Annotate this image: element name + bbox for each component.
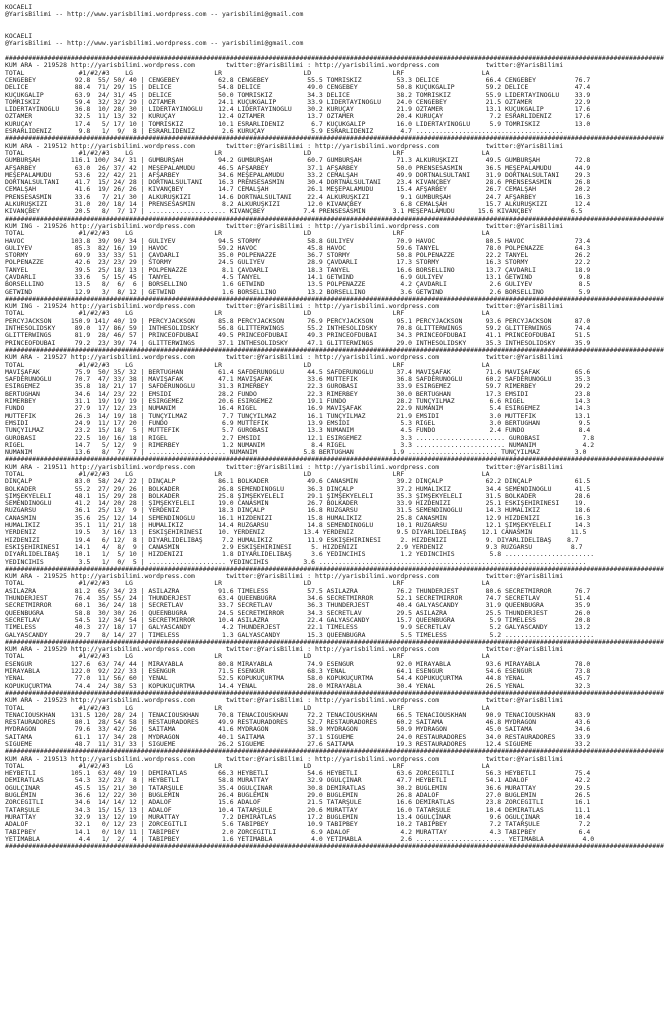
table-row: CANASMİN 35.6 25/ 12/ 14 | SEMENDİNOĞLU 16.1 HIZDENİZİ 15.8 HÜMALİKIZ 25.8 CANASMİN 12.9 HIZDENİZİ 16.3 <box>5 514 591 522</box>
table-row: YEDİNCİHİS 3.5 1/ 0/ 5 | .................... YEDİNCİHİS 3.6 ..................................................................... <box>5 558 587 566</box>
table-row: PERCYJACKSON 150.9 141/ 40/ 19 | PERCYJACKSON 85.8 PERCYJACKSON 76.9 PERCYJACKSON 95.1 PERCYJACKSON 93.6 PERCYJACKSON 87.0 <box>5 317 591 325</box>
table-row: KÜÇÜKGALİP 63.9 24/ 31/ 45 | DELİCE 50.0 TOMRİSKIZ 34.3 DELİCE 38.2 TOMRİSKIZ 55.9 LİDERTAYİNOĞLU 33.9 <box>5 91 591 99</box>
table-row: KURUÇAY 17.4 5/ 17/ 10 | TOMRİSKIZ 10.1 ESRARLİDENİZ 6.7 KÜÇÜKGALİP 16.0 LİDERTAYİNOĞLU 5.9 TOMRİSKIZ 13.0 <box>5 120 591 128</box>
column-header: TOTAL #1/#2/#3 LG LR LD LRF LA <box>5 762 490 770</box>
table-row: AFŞARBEY 63.0 26/ 37/ 42 | MEŞEPALAMUDU 46.5 AFŞARBEY 37.1 AFŞARBEY 50.0 PRENSESASMİN 36.5 MEŞEPALAMUDU 44.9 <box>5 164 591 172</box>
table-row: INTHESOLIDSKY 89.0 17/ 86/ 59 | INTHESOLIDSKY 56.8 GLITTERWINGS 55.2 INTHESOLIDSKY 70.8 GLITTERWINGS 59.2 GLITTERWINGS 74.4 <box>5 325 591 333</box>
table-row: DELİCE 88.4 71/ 29/ 15 | DELİCE 54.8 DELİCE 49.0 CENGEBEY 50.8 KÜÇÜKGALİP 59.2 DELİCE 47.4 <box>5 84 591 92</box>
table-row: TENACIOUSKHAN 131.5 120/ 28/ 24 | TENACIOUSKHAN 70.8 TENACIOUSKHAN 72.2 TENACIOUSKHAN 66.5 TENACIOUSKHAN 90.9 TENACIOUSKHAN 83.9 <box>5 711 591 719</box>
separator-line: ########################################################################################################################################################################## <box>5 843 664 851</box>
separator-line: ########################################################################################################################################################################## <box>5 689 664 697</box>
race-section <box>5 639 672 690</box>
race-section <box>5 566 672 639</box>
separator-line: ########################################################################################################################################################################## <box>5 55 664 63</box>
spacer <box>5 48 672 55</box>
table-row: TUNÇYILMAZ 23.2 15/ 18/ 5 | MÜTTEFİK 5.7 GÜROBASI 13.3 NUMANIM 4.5 FUNDO 2.4 FUNDO 8.4 <box>5 427 591 435</box>
table-row: ZORCEĞİTLİ 34.6 14/ 14/ 12 | ADALOF 15.6 ADALOF 21.5 TATARŞULE 16.6 DEMİRATLAS 23.8 ZORCEĞİTLİ 16.1 <box>5 799 591 807</box>
race-title: KUM ARA - 219527 http://yarisbilimi.wordpress.com twitter:@YarisBilimi : http://yarisbilimi.wordpress.com twitter:@YarisBilimi <box>5 354 564 362</box>
table-row: ÇAVDARLI 33.6 5/ 15/ 45 | TANYEL 4.5 TANYEL 14.1 GETWIND 6.9 GULIYEV 13.1 GETWIND 9.8 <box>5 273 591 281</box>
table-row: QUEENBUĞRA 58.8 30/ 30/ 26 | QUEENBUĞRA 24.5 SECRETMIRROR 34.3 SECRETLAV 29.5 ASİLAZRA 25.5 THUNDERJEST 26.0 <box>5 609 591 617</box>
table-row: GÜMBÜRŞAH 116.1 100/ 34/ 31 | GÜMBÜRŞAH 94.2 GÜMBÜRŞAH 60.7 GÜMBÜRŞAH 71.3 ALKURUŞKIZI 49.5 GÜMBÜRŞAH 72.8 <box>5 157 591 165</box>
race-section <box>5 347 672 456</box>
table-row: PRENSESASMİN 33.6 7/ 21/ 30 | ALKURUŞKIZI 14.6 DÖRTNALSULTANI 22.4 ALKURUŞKIZI 9.1 GÜMBÜRŞAH 24.7 AFŞARBEY 16.3 <box>5 193 591 201</box>
table-row: RESTAURADORES 80.1 28/ 54/ 58 | RESTAURADORES 49.9 RESTAURADORES 52.7 RESTAURADORES 60.2 SAİTAMA 46.8 MYDRAGON 43.6 <box>5 719 591 727</box>
separator-line: ########################################################################################################################################################################## <box>5 135 664 143</box>
table-row: ADALOF 32.1 0/ 12/ 23 | ZORCEĞİTLİ 5.6 TABIPBEY 10.9 TABIPBEY 10.2 TABIPBEY 7.2 TATARŞULE 7.2 <box>5 821 591 829</box>
table-row: MYDRAGON 79.6 33/ 42/ 26 | SAİTAMA 41.6 MYDRAGON 38.9 MYDRAGON 50.9 MYDRAGON 45.0 SAİTAMA 34.6 <box>5 726 591 734</box>
race-title: KUM ARA - 219523 http://yarisbilimi.wordpress.com twitter:@YarisBilimi : http://yarisbilimi.wordpress.com twitter:@YarisBilimi <box>5 697 564 705</box>
column-header: TOTAL #1/#2/#3 LG LR LD LRF LA <box>5 471 490 478</box>
table-row: DEMİRATLAS 54.3 32/ 23/ 8 | HEYBETLİ 58.8 MURATTAY 32.9 OĞULÇINAR 47.7 HEYBETLİ 54.1 ADALOF 42.2 <box>5 777 591 785</box>
table-row: MİRAYABLA 122.0 92/ 22/ 33 | ESENGÜR 71.5 ESENGÜR 68.3 YENAL 64.1 ESENGÜR 54.6 ESENGÜR 73.8 <box>5 668 591 676</box>
table-row: STORMY 69.9 33/ 33/ 51 | ÇAVDARLI 35.0 POLPENAZZE 36.7 STORMY 50.8 POLPENAZZE 22.2 TANYEL 26.2 <box>5 252 591 260</box>
table-row: TANYEL 39.5 25/ 18/ 13 | POLPENAZZE 8.1 ÇAVDARLI 18.3 TANYEL 16.6 BORSELLİNO 13.7 ÇAVDARLI 18.9 <box>5 266 591 274</box>
race-section <box>5 748 672 843</box>
race-title: KUM ARA - 219525 http://yarisbilimi.wordpress.com twitter:@YarisBilimi : http://yarisbilimi.wordpress.com twitter:@YarisBilimi <box>5 573 564 581</box>
table-row: RÜZGARSU 36.1 25/ 13/ 9 | YERDENİZ 18.3 DİNÇALP 16.8 RÜZGARSU 31.5 SEMENDİNOĞLU 14.3 HÜMALİKIZ 18.6 <box>5 507 591 515</box>
table-row: HÜMALİKIZ 35.1 11/ 21/ 18 | HÜMALİKIZ 14.4 RÜZGARSU 14.8 SEMENDİNOĞLU 10.1 RÜZGARSU 12.1 ŞİMŞEKYELELİ 14.3 <box>5 522 591 530</box>
table-row: KIVANÇBEY 20.5 8/ 7/ 17 | .................... KIVANÇBEY 7.4 PRENSESASMİN 3.1 MEŞEPALAMUDU 15.6 KIVANÇBEY 6.5 <box>5 208 583 216</box>
race-title: KUM ARA - 219513 http://yarisbilimi.wordpress.com twitter:@YarisBilimi : http://yarisbilimi.wordpress.com twitter:@YarisBilimi <box>5 755 564 763</box>
table-row: MAVİŞAFAK 75.9 50/ 35/ 32 | BERTUĞHAN 61.4 SAFDERUNOĞLU 44.5 SAFDERUNOĞLU 37.4 MAVİŞAFAK 71.6 MAVİŞAFAK 65.6 <box>5 368 591 376</box>
subheader-block <box>5 33 672 48</box>
table-row: MEŞEPALAMUDU 53.6 22/ 42/ 21 | AFŞARBEY 34.6 MEŞEPALAMUDU 33.2 CEMALŞAH 49.9 DÖRTNALSULTANI 31.9 DÖRTNALSULTANI 29.3 <box>5 171 591 179</box>
table-row: SECRETLAV 54.5 12/ 34/ 54 | SECRETMIRROR 10.4 ASİLAZRA 22.4 GALYASCANDY 15.7 QUEENBUĞRA 5.9 TIMELESS 20.8 <box>5 616 591 624</box>
table-row: TATARŞULE 34.3 15/ 15/ 13 | ADALOF 10.4 TATARŞULE 20.6 MURATTAY 16.0 TATARŞULE 10.4 DEMİRATLAS 11.1 <box>5 806 591 814</box>
table-row: ASİLAZRA 81.2 65/ 34/ 23 | ASİLAZRA 91.6 TIMELESS 57.5 ASİLAZRA 76.2 THUNDERJEST 80.6 SECRETMIRROR 76.7 <box>5 587 591 595</box>
table-row: GLITTERWINGS 81.9 28/ 46/ 57 | PRINCEOFDUBAI 49.5 PRINCEOFDUBAI 49.3 PRINCEOFDUBAI 34.3 PRINCEOFDUBAI 41.1 PRINCEOFDUBAI 51.5 <box>5 332 591 340</box>
table-row: GETWIND 12.9 3/ 8/ 12 | GETWIND 1.6 BORSELLİNO 13.2 BORSELLİNO 3.6 GETWIND 2.6 BORSELLİNO 5.9 <box>5 288 591 296</box>
table-row: YERDENİZ 19.5 3/ 16/ 13 | ESKİŞEHİRİNESİ 10. YERDENİZ 13.4 YERDENİZ 9.5 DİYARLIDELİBAŞ 12.1 CANASMİN 11.5 <box>5 529 587 537</box>
header-city: KOCAELİ <box>5 4 33 11</box>
race-section <box>5 135 672 215</box>
separator-line: ########################################################################################################################################################################## <box>5 456 664 464</box>
column-header: TOTAL #1/#2/#3 LG LR LD LRF LA <box>5 653 490 661</box>
table-row: YENAL 77.0 11/ 56/ 60 | YENAL 52.5 KOPUKUÇURTMA 58.0 KOPUKUÇURTMA 54.4 KOPUKUÇURTMA 44.8 YENAL 45.7 <box>5 675 591 683</box>
table-row: HEYBETLİ 105.1 63/ 40/ 19 | DEMİRATLAS 66.3 HEYBETLİ 54.6 HEYBETLİ 63.6 ZORCEĞİTLİ 56.3 HEYBETLİ 75.4 <box>5 770 591 778</box>
table-row: SAFDERUNOĞLU 70.7 47/ 33/ 38 | MAVİŞAFAK 47.1 MAVİŞAFAK 33.6 MÜTTEFİK 36.8 SAFDERUNOĞLU 60.2 SAFDERUNOĞLU 35.3 <box>5 376 591 384</box>
table-row: CENGEBEY 92.8 55/ 50/ 40 | CENGEBEY 62.8 CENGEBEY 55.5 TOMRİSKIZ 53.3 DELİCE 66.4 CENGEBEY 76.7 <box>5 76 591 84</box>
table-row: ÖZTAMER 32.5 11/ 13/ 32 | KURUÇAY 12.4 ÖZTAMER 13.7 ÖZTAMER 20.4 KURUÇAY 7.2 ESRARLİDENİZ 17.6 <box>5 113 591 121</box>
race-title: KUM ING - 219524 http://yarisbilimi.wordpress.com twitter:@YarisBilimi : http://yarisbilimi.wordpress.com twitter:@YarisBilimi <box>5 303 564 311</box>
table-row: NUMANIM 13.6 8/ 7/ 7 | .................... NUMANIM 5.8 BERTUĞHAN 1.9 ....................... TUNÇYILMAZ 3.0 <box>5 449 587 457</box>
table-row: BERTUĞHAN 34.6 14/ 23/ 22 | EMSİDİ 28.2 FUNDO 22.3 RİMERBEY 30.0 BERTUĞHAN 17.3 EMSİDİ 23.8 <box>5 390 591 398</box>
table-row: SIGUEME 48.7 11/ 31/ 33 | SIGUEME 26.2 SIGUEME 27.6 SAİTAMA 19.3 RESTAURADORES 12.4 SIGUEME 33.2 <box>5 740 591 748</box>
header-contact: @YarisBilimi -- http://www.yarisbilimi.wordpress.com -- yarisbilimi@gmail.com <box>5 11 304 19</box>
race-section <box>5 296 672 347</box>
race-section <box>5 456 672 565</box>
table-row: RİGEL 14.7 5/ 12/ 9 | RİMERBEY 1.2 NUMANIM 8.4 RİGEL 3.3 ....................... NUMANIM 4.2 <box>5 441 595 449</box>
table-row: GALYASCANDY 29.7 8/ 14/ 27 | TIMELESS 1.3 GALYASCANDY 15.3 QUEENBUĞRA 5.5 TIMELESS 5.2 ....................... <box>5 631 595 639</box>
table-row: KOPUKUÇURTMA 74.4 24/ 38/ 53 | KOPUKUÇURTMA 14.4 YENAL 28.0 MİRAYABLA 30.4 YENAL 26.5 YENAL 32.3 <box>5 682 591 690</box>
column-header: TOTAL #1/#2/#3 LG LR LD LRF LA <box>5 230 490 238</box>
table-row: MÜTTEFİK 26.3 14/ 19/ 18 | TUNÇYILMAZ 7.7 TUNÇYILMAZ 16.1 TUNÇYILMAZ 21.9 EMSİDİ 3.0 MÜTTEFİK 13.1 <box>5 412 591 420</box>
table-row: TOMRİSKIZ 59.4 32/ 32/ 29 | ÖZTAMER 24.1 KÜÇÜKGALİP 33.9 LİDERTAYİNOĞLU 24.0 CENGEBEY 21.5 ÖZTAMER 22.9 <box>5 98 591 106</box>
table-row: SAİTAMA 61.1 17/ 34/ 28 | MYDRAGON 40.1 SAİTAMA 37.1 SIGUEME 24.0 RESTAURADORES 34.0 RESTAURADORES 33.9 <box>5 733 591 741</box>
table-row: MURATTAY 32.9 13/ 12/ 19 | MURATTAY 7.2 DEMİRATLAS 17.2 BUĞLEMİN 13.4 OĞULÇINAR 9.6 OĞULÇINAR 10.4 <box>5 813 591 821</box>
race-title: KUM ARA - 219529 http://yarisbilimi.wordpress.com twitter:@YarisBilimi : http://yarisbilimi.wordpress.com twitter:@YarisBilimi <box>5 646 564 654</box>
race-title: KUM ARA - 219528 http://yarisbilimi.wordpress.com twitter:@YarisBilimi : http://yarisbilimi.wordpress.com twitter:@YarisBilimi <box>5 62 564 70</box>
table-row: SECRETMIRROR 60.1 36/ 24/ 18 | SECRETLAV 33.7 SECRETLAV 36.3 THUNDERJEST 40.4 GALYASCANDY 31.9 QUEENBUĞRA 35.9 <box>5 602 591 610</box>
table-row: BOLKADER 55.2 27/ 29/ 26 | BOLKADER 26.8 SEMENDİNOĞLU 36.3 DİNÇALP 37.2 HÜMALİKIZ 34.4 SEMENDİNOĞLU 41.5 <box>5 485 591 493</box>
table-row: TIMELESS 40.3 27/ 18/ 17 | GALYASCANDY 4.2 THUNDERJEST 22.1 TIMELESS 9.9 SECRETLAV 5.2 GALYASCANDY 13.2 <box>5 624 591 632</box>
table-row: ESKİŞEHİRİNESİ 14.1 4/ 8/ 9 | CANASMİN 2.9 ESKİŞEHİRİNESİ 5. HIZDENİZİ 2.9 YERDENİZ 9.3 RÜZGARSU 8.7 <box>5 543 583 551</box>
table-row: ESRARLİDENİZ 9.8 1/ 9/ 8 | ESRARLİDENİZ 2.6 KURUÇAY 5.9 ESRARLİDENİZ 4.7 ...................................... <box>5 128 564 136</box>
column-header: TOTAL #1/#2/#3 LG LR LD LRF LA <box>5 580 490 588</box>
separator-line: ########################################################################################################################################################################## <box>5 215 664 223</box>
separator-line: ########################################################################################################################################################################## <box>5 638 664 646</box>
table-row: HIZDENİZİ 19.4 6/ 12/ 8 | DİYARLIDELİBAŞ 7.2 HÜMALİKIZ 11.9 ESKİŞEHİRİNESİ 2. HIZDENİZİ 9. DİYARLIDELİBAŞ 8.7 <box>5 536 579 544</box>
table-row: DİYARLIDELİBAŞ 10.1 1/ 5/ 10 | HIZDENİZİ 1.8 DİYARLIDELİBAŞ 3.6 YEDİNCİHİS 1.2 YEDİNCİHİS 5.8 ....................... <box>5 551 595 559</box>
table-row: RİMERBEY 31.1 19/ 19/ 19 | ESİRGEMEZ 20.6 ESİRGEMEZ 19.1 FUNDO 28.2 TUNÇYILMAZ 6.6 RİGEL 14.3 <box>5 398 591 406</box>
table-row: SEMENDİNOĞLU 41.2 14/ 20/ 28 | ŞİMŞEKYELELİ 19.0 CANASMİN 26.7 BOLKADER 33.9 HIZDENİZİ 25.1 ESKİŞEHİRİNESİ 19. <box>5 500 587 508</box>
subheader-contact: @YarisBilimi -- http://www.yarisbilimi.wordpress.com -- yarisbilimi@gmail.com <box>5 40 304 48</box>
separator-line: ########################################################################################################################################################################## <box>5 346 664 354</box>
table-row: BORSELLİNO 13.5 8/ 6/ 6 | BORSELLİNO 1.6 GETWIND 13.5 POLPENAZZE 4.2 ÇAVDARLI 2.6 GULIYEV 8.5 <box>5 281 591 289</box>
table-row: GÜROBASI 22.5 10/ 16/ 18 | RİGEL 2.7 EMSİDİ 12.1 ESİRGEMEZ 3.3 ....................... GÜROBASI 7.8 <box>5 434 595 442</box>
column-header: TOTAL #1/#2/#3 LG LR LD LRF LA <box>5 310 490 318</box>
separator-line: ########################################################################################################################################################################## <box>5 565 664 573</box>
table-row: LİDERTAYİNOĞLU 36.8 10/ 28/ 30 | LİDERTAYİNOĞLU 12.4 LİDERTAYİNOĞLU 30.2 KURUÇAY 21.9 ÖZTAMER 13.1 KÜÇÜKGALİP 17.6 <box>5 106 591 114</box>
table-row: DÖRTNALSULTANI 41.7 15/ 24/ 28 | DÖRTNALSULTANI 16.3 PRENSESASMİN 30.4 DÖRTNALSULTANI 23.4 KIVANÇBEY 28.6 PRENSESASMİN 26.8 <box>5 179 591 187</box>
race-section <box>5 55 672 135</box>
spacer <box>5 19 672 26</box>
spacer <box>5 26 672 33</box>
table-row: YETİMABLA 4.4 1/ 2/ 4 | TABIPBEY 1.6 YETİMABLA 4.0 YETİMABLA 2.6 ....................... YETİMABLA 4.0 <box>5 835 595 843</box>
table-row: FUNDO 27.9 17/ 12/ 23 | NUMANIM 16.4 RİGEL 16.9 MAVİŞAFAK 22.9 NUMANIM 5.4 ESİRGEMEZ 14.3 <box>5 405 591 413</box>
separator-line: ########################################################################################################################################################################## <box>5 748 664 756</box>
race-title: KUM ARA - 219512 http://yarisbilimi.wordpress.com twitter:@YarisBilimi : http://yarisbilimi.wordpress.com twitter:@YarisBilimi <box>5 142 564 150</box>
table-row: PRINCEOFDUBAI 79.2 23/ 39/ 74 | GLITTERWINGS 37.1 INTHESOLIDSKY 47.1 GLITTERWINGS 29.0 INTHESOLIDSKY 35.3 INTHESOLIDSKY 35.9 <box>5 339 591 347</box>
column-header: TOTAL #1/#2/#3 LG LR LD LRF LA <box>5 704 490 712</box>
race-section <box>5 216 672 296</box>
column-header: TOTAL #1/#2/#3 LG LR LD LRF LA <box>5 69 490 77</box>
table-row: THUNDERJEST 76.4 35/ 55/ 24 | THUNDERJEST 63.4 QUEENBUĞRA 34.6 SECRETMIRROR 52.1 SECRETMIRROR 74.7 SECRETLAV 51.4 <box>5 595 591 603</box>
table-row: CEMALŞAH 41.6 19/ 26/ 26 | KIVANÇBEY 14.7 CEMALŞAH 26.1 MEŞEPALAMUDU 15.4 AFŞARBEY 26.7 CEMALŞAH 20.2 <box>5 186 591 194</box>
header-block <box>5 4 672 19</box>
table-row: TABIPBEY 14.1 0/ 10/ 11 | TABIPBEY 2.0 ZORCEĞİTLİ 6.9 ADALOF 4.2 MURATTAY 4.3 TABIPBEY 6.4 <box>5 828 591 836</box>
table-row: HAVOC 103.8 39/ 90/ 34 | GULIYEV 94.5 STORMY 58.8 GULIYEV 70.9 HAVOC 80.5 HAVOC 73.4 <box>5 237 591 245</box>
table-row: ESİRGEMEZ 35.8 18/ 21/ 17 | SAFDERUNOĞLU 31.3 RİMERBEY 22.3 GÜROBASI 33.9 ESİRGEMEZ 59.7 RİMERBEY 29.2 <box>5 383 591 391</box>
table-row: BUĞLEMİN 36.6 12/ 22/ 30 | BUĞLEMİN 26.4 BUĞLEMİN 29.0 BUĞLEMİN 26.8 ADALOF 27.0 BUĞLEMİN 26.5 <box>5 792 591 800</box>
table-row: ALKURUŞKIZI 31.0 20/ 18/ 14 | PRENSESASMİN 8.2 ALKURUŞKIZI 12.0 KIVANÇBEY 6.8 CEMALŞAH 15.7 ALKURUŞKIZI 12.4 <box>5 201 591 209</box>
race-title: KUM ING - 219526 http://yarisbilimi.wordpress.com twitter:@YarisBilimi : http://yarisbilimi.wordpress.com twitter:@YarisBilimi <box>5 222 564 230</box>
subheader-city: KOCAELİ <box>5 33 33 41</box>
column-header: TOTAL #1/#2/#3 LG LR LD LRF LA <box>5 361 490 369</box>
table-row: OĞULÇINAR 45.5 15/ 21/ 30 | TATARŞULE 35.4 OĞULÇINAR 30.8 DEMİRATLAS 30.2 BUĞLEMİN 36.6 MURATTAY 29.5 <box>5 784 591 792</box>
race-title: KUM ARA - 219511 http://yarisbilimi.wordpress.com twitter:@YarisBilimi : http://yarisbilimi.wordpress.com twitter:@YarisBilimi <box>5 463 564 471</box>
race-section <box>5 690 672 748</box>
table-row: EMSİDİ 24.9 11/ 17/ 20 | FUNDO 6.9 MÜTTEFİK 13.9 EMSİDİ 5.3 RİGEL 3.0 BERTUĞHAN 9.5 <box>5 419 591 427</box>
separator-line: ########################################################################################################################################################################## <box>5 295 664 303</box>
column-header: TOTAL #1/#2/#3 LG LR LD LRF LA <box>5 149 490 157</box>
table-row: GULIYEV 85.3 82/ 16/ 19 | HAVOC 59.2 HAVOC 45.8 HAVOC 59.6 TANYEL 78.0 POLPENAZZE 64.3 <box>5 244 591 252</box>
table-row: DİNÇALP 83.0 58/ 24/ 22 | DİNÇALP 86.1 BOLKADER 49.6 CANASMİN 39.2 DİNÇALP 62.2 DİNÇALP 61.5 <box>5 478 591 486</box>
table-row: POLPENAZZE 42.6 23/ 23/ 29 | STORMY 24.5 GULIYEV 28.9 ÇAVDARLI 17.3 STORMY 16.3 STORMY 22.2 <box>5 259 591 267</box>
table-row: ŞİMŞEKYELELİ 48.1 15/ 29/ 28 | BOLKADER 25.8 ŞİMŞEKYELELİ 29.1 ŞİMŞEKYELELİ 35.3 ŞİMŞEKYELELİ 31.5 BOLKADER 28.6 <box>5 492 591 500</box>
race-tables <box>5 55 672 850</box>
table-row: ESENGÜR 127.6 63/ 74/ 44 | MİRAYABLA 80.8 MİRAYABLA 74.9 ESENGÜR 92.0 MİRAYABLA 93.6 MİRAYABLA 78.0 <box>5 660 591 668</box>
